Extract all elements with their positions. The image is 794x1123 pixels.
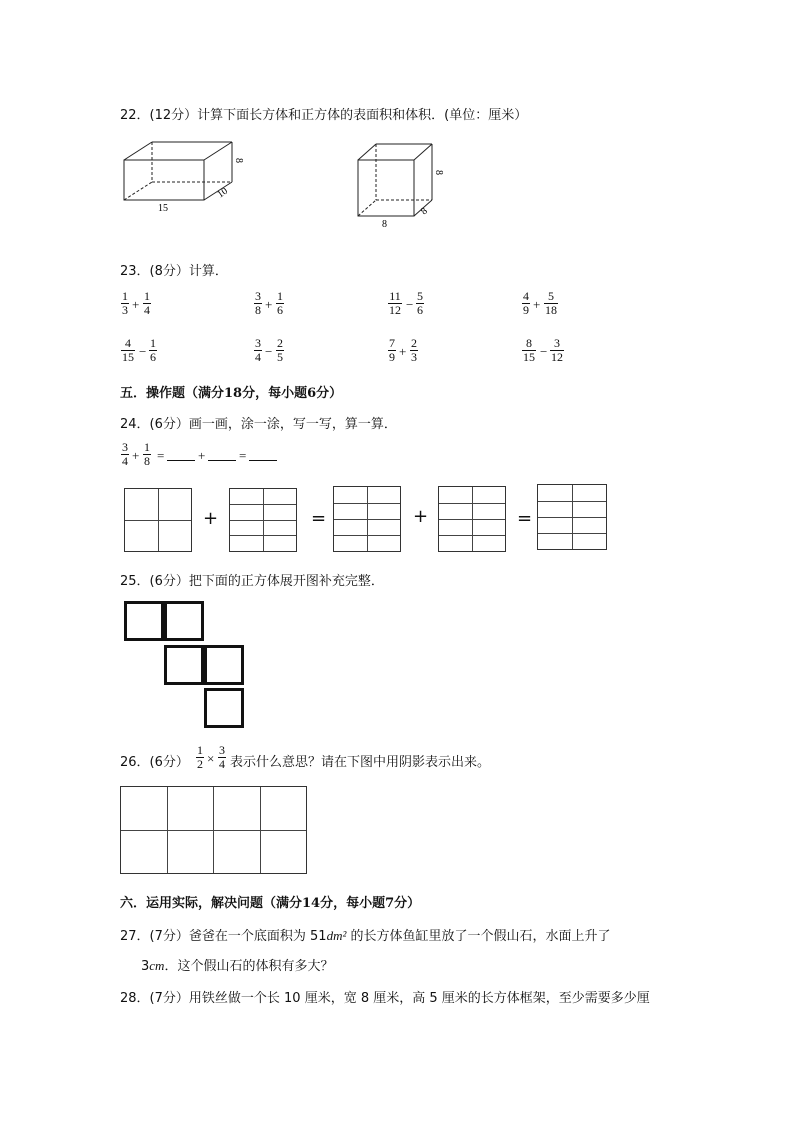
- net-square-3: [164, 645, 204, 685]
- shading-grid[interactable]: [120, 786, 307, 874]
- q27-line2: 3cm．这个假山石的体积有多大？: [141, 958, 334, 974]
- section5-title: 五．操作题（满分18分，每小题6分）: [120, 386, 343, 401]
- net-square-1: [124, 601, 164, 641]
- q23-text: 23．(8分）计算．: [120, 264, 228, 279]
- q24-text: 24．(6分）画一画，涂一涂，写一写，算一算．: [120, 417, 397, 432]
- q25-text: 25．(6分）把下面的正方体展开图补充完整．: [120, 574, 384, 589]
- answer-blank-2[interactable]: [208, 449, 236, 461]
- cuboid-height-label: 8: [233, 158, 244, 163]
- cuboid-width-label: 10: [215, 185, 230, 201]
- grid-eighths-4[interactable]: [537, 484, 607, 550]
- grid-eighths-2[interactable]: [333, 486, 401, 552]
- cube-figure: [352, 140, 452, 230]
- cube-bottom-label: 8: [382, 219, 387, 230]
- q28-text: 28．(7分）用铁丝做一个长 10 厘米，宽 8 厘米，高 5 厘米的长方体框架，至少需要多少厘: [120, 991, 650, 1006]
- q22-text: 22．(12分）计算下面长方体和正方体的表面积和体积．(单位：厘米）: [120, 108, 528, 123]
- section6-title: 六．运用实际，解决问题（满分14分，每小题7分）: [120, 896, 421, 911]
- grid-eighths-1[interactable]: [229, 488, 297, 552]
- cuboid-figure: [118, 136, 258, 216]
- plus-symbol-2: +: [413, 506, 429, 527]
- equals-symbol-2: =: [517, 508, 533, 529]
- answer-blank-3[interactable]: [249, 449, 277, 461]
- grid-quarters[interactable]: [124, 488, 192, 552]
- grid-eighths-3[interactable]: [438, 486, 506, 552]
- answer-blank-1[interactable]: [167, 449, 195, 461]
- equals-symbol-1: =: [311, 508, 327, 529]
- net-square-5: [204, 688, 244, 728]
- cuboid-length-label: 15: [158, 203, 168, 214]
- cube-height-label: 8: [433, 170, 444, 175]
- q27-line1: 27．(7分）爸爸在一个底面积为 51dm² 的长方体鱼缸里放了一个假山石，水面上升了: [120, 928, 611, 944]
- cube-side-label: 8: [418, 205, 430, 218]
- plus-symbol-1: +: [203, 508, 219, 529]
- net-square-2: [164, 601, 204, 641]
- net-square-4: [204, 645, 244, 685]
